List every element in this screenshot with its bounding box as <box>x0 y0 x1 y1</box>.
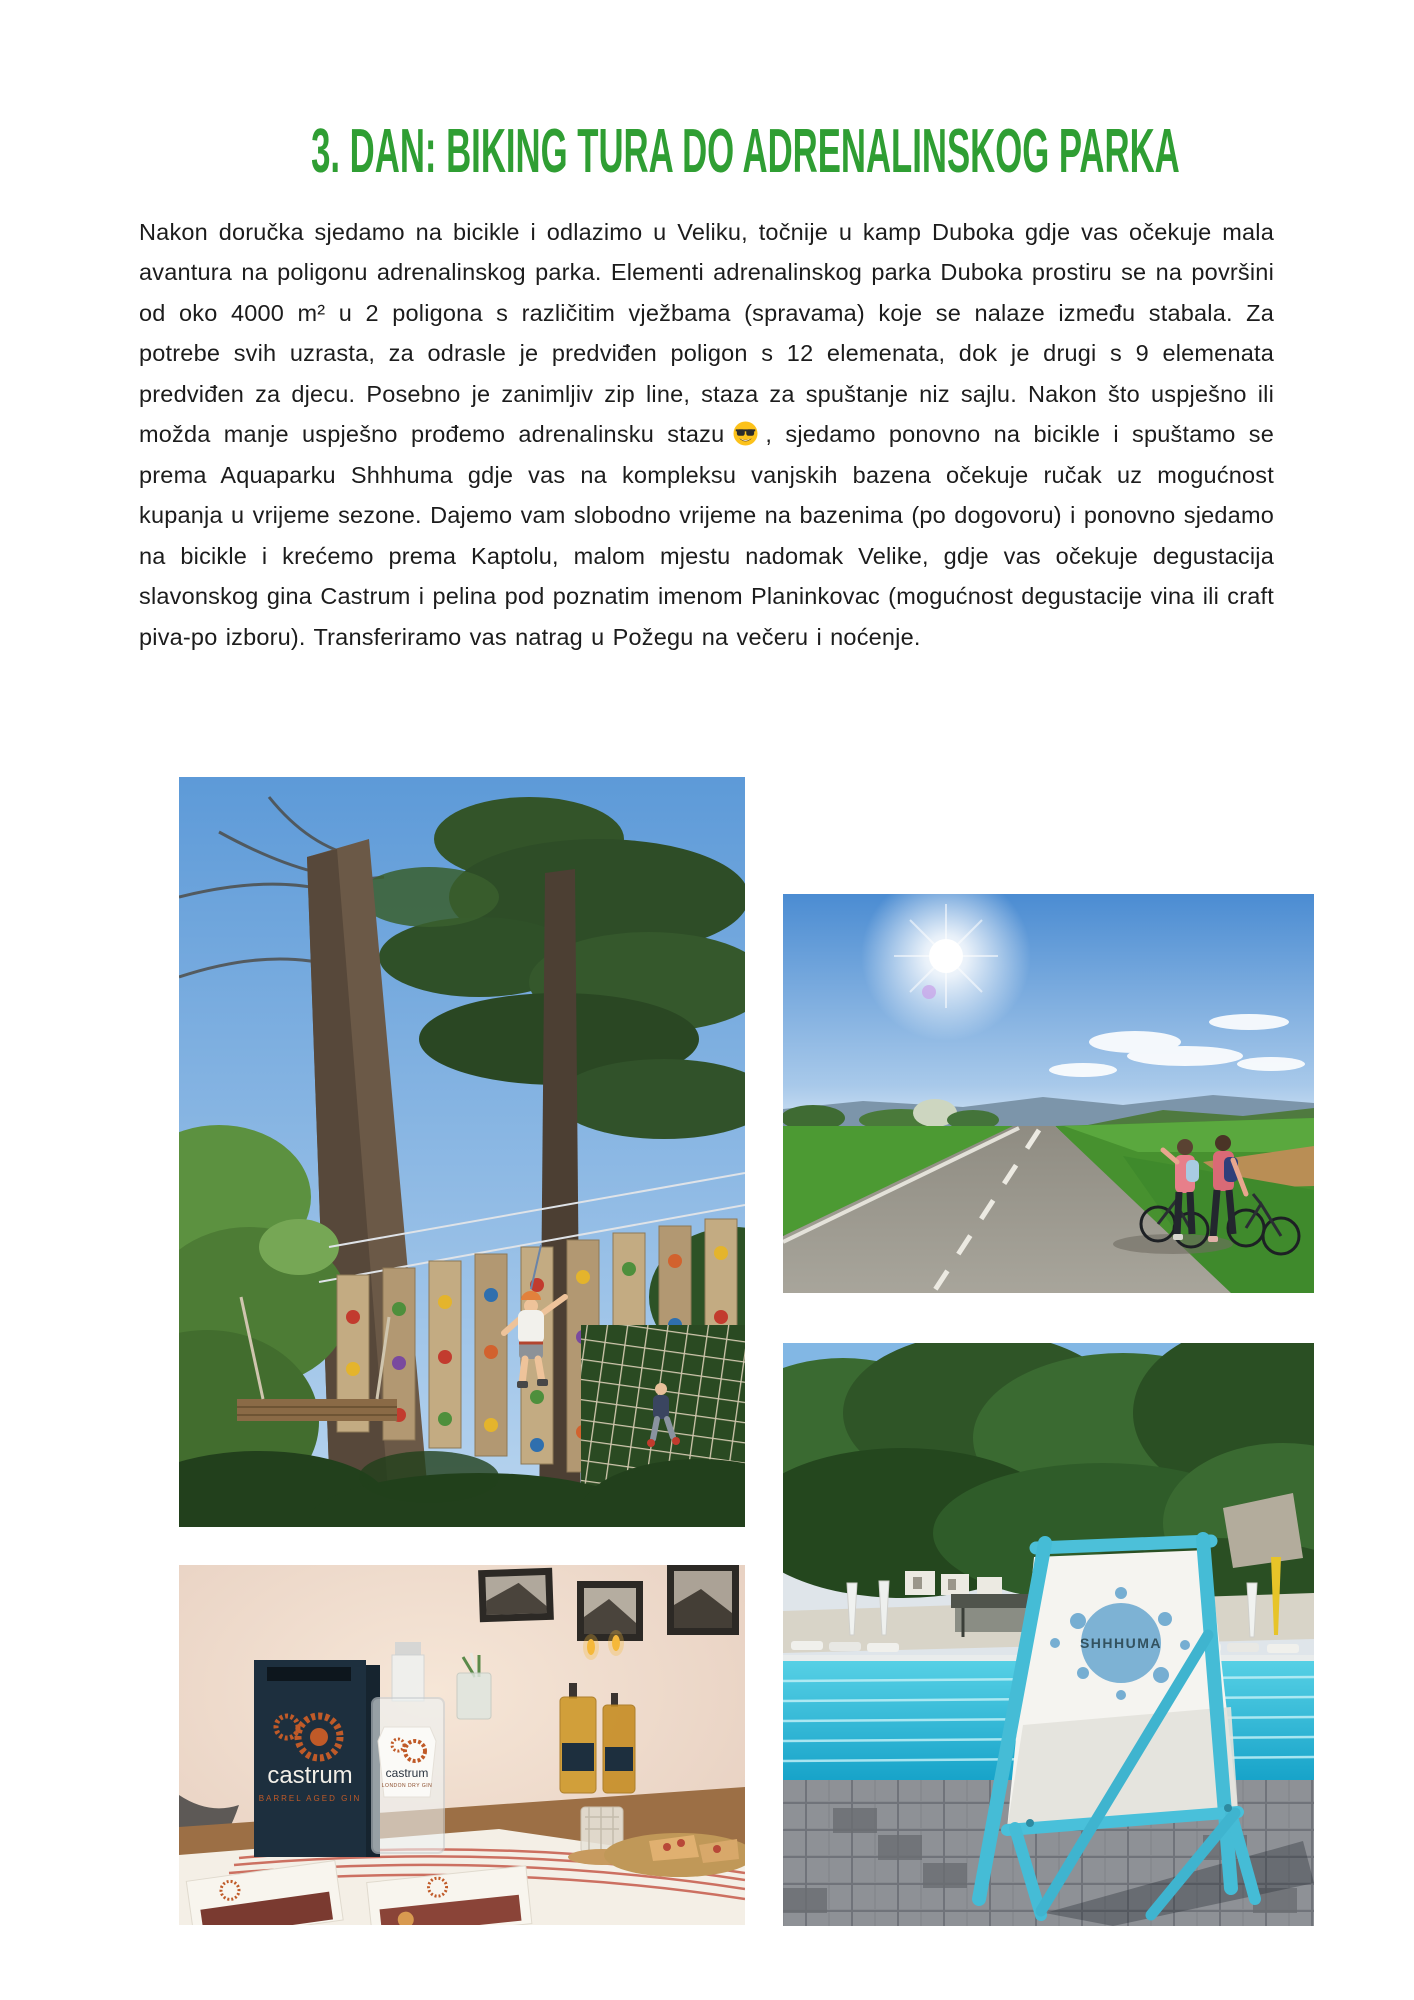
sunglasses-emoji-icon <box>732 419 759 446</box>
svg-text:LONDON DRY GIN: LONDON DRY GIN <box>381 1783 433 1789</box>
bottom-foliage <box>179 1451 745 1527</box>
road-cycling-image <box>783 894 1314 1293</box>
lens-flare <box>922 985 936 999</box>
svg-text:BARREL AGED GIN: BARREL AGED GIN <box>258 1794 362 1803</box>
pool-image <box>783 1343 1314 1926</box>
photo-pool-deckchair <box>783 1343 1314 1926</box>
photo-road-cycling <box>783 894 1314 1293</box>
adrenaline-park-image <box>179 777 745 1527</box>
body-text-part1: Nakon doručka sjedamo na bicikle i odlazimo u Veliku, točnije u kamp Duboka gdje vas očekuje mala avantura na poligonu adrenalinskog parka. Elementi adrenalinskog parka Duboka prostiru se na površini od oko 4000 m² u 2 poligona s različitim vježbama (spravama) koje se nalaze između stabala. Za potrebe svih uzrasta, za odrasle je predviđen poligon s 12 elemenata, dok je drugi s 9 elemenata predviđen za djecu. Posebno je zanimljiv zip line, staza za spuštanje niz sajlu. Nakon što uspješno ili možda manje uspješno prođemo adrenalinsku stazu <box>139 218 1274 447</box>
photo-adrenaline-park <box>179 777 745 1527</box>
svg-text:SHHHUMA: SHHHUMA <box>1079 1635 1163 1651</box>
svg-text:castrum: castrum <box>267 1762 353 1789</box>
photo-gin-tasting <box>179 1565 745 1925</box>
body-paragraph <box>139 212 1274 658</box>
gin-tasting-image <box>179 1565 745 1925</box>
svg-text:castrum: castrum <box>385 1766 429 1780</box>
page-title: 3. DAN: BIKING TURA DO ADRENALINSKOG PARKA <box>311 117 1180 186</box>
body-text-part2: , sjedamo ponovno na bicikle i spuštamo se prema Aquaparku Shhhuma gdje vas na kompleksu vanjskih bazena očekuje ručak uz mogućnost kupanja u vrijeme sezone. Dajemo vam slobodno vrijeme na bazenima (po dogovoru) i ponovno sjedamo na bicikle i krećemo prema Kaptolu, malom mjestu nadomak Velike, gdje vas očekuje degustacija slavonskog gina Castrum i pelina pod poznatim imenom Planinkovac (mogućnost degustacije vina ili craft piva-po izboru). Transferiramo vas natrag u Požegu na večeru i noćenje. <box>139 421 1274 650</box>
castrum-box <box>254 1660 380 1857</box>
